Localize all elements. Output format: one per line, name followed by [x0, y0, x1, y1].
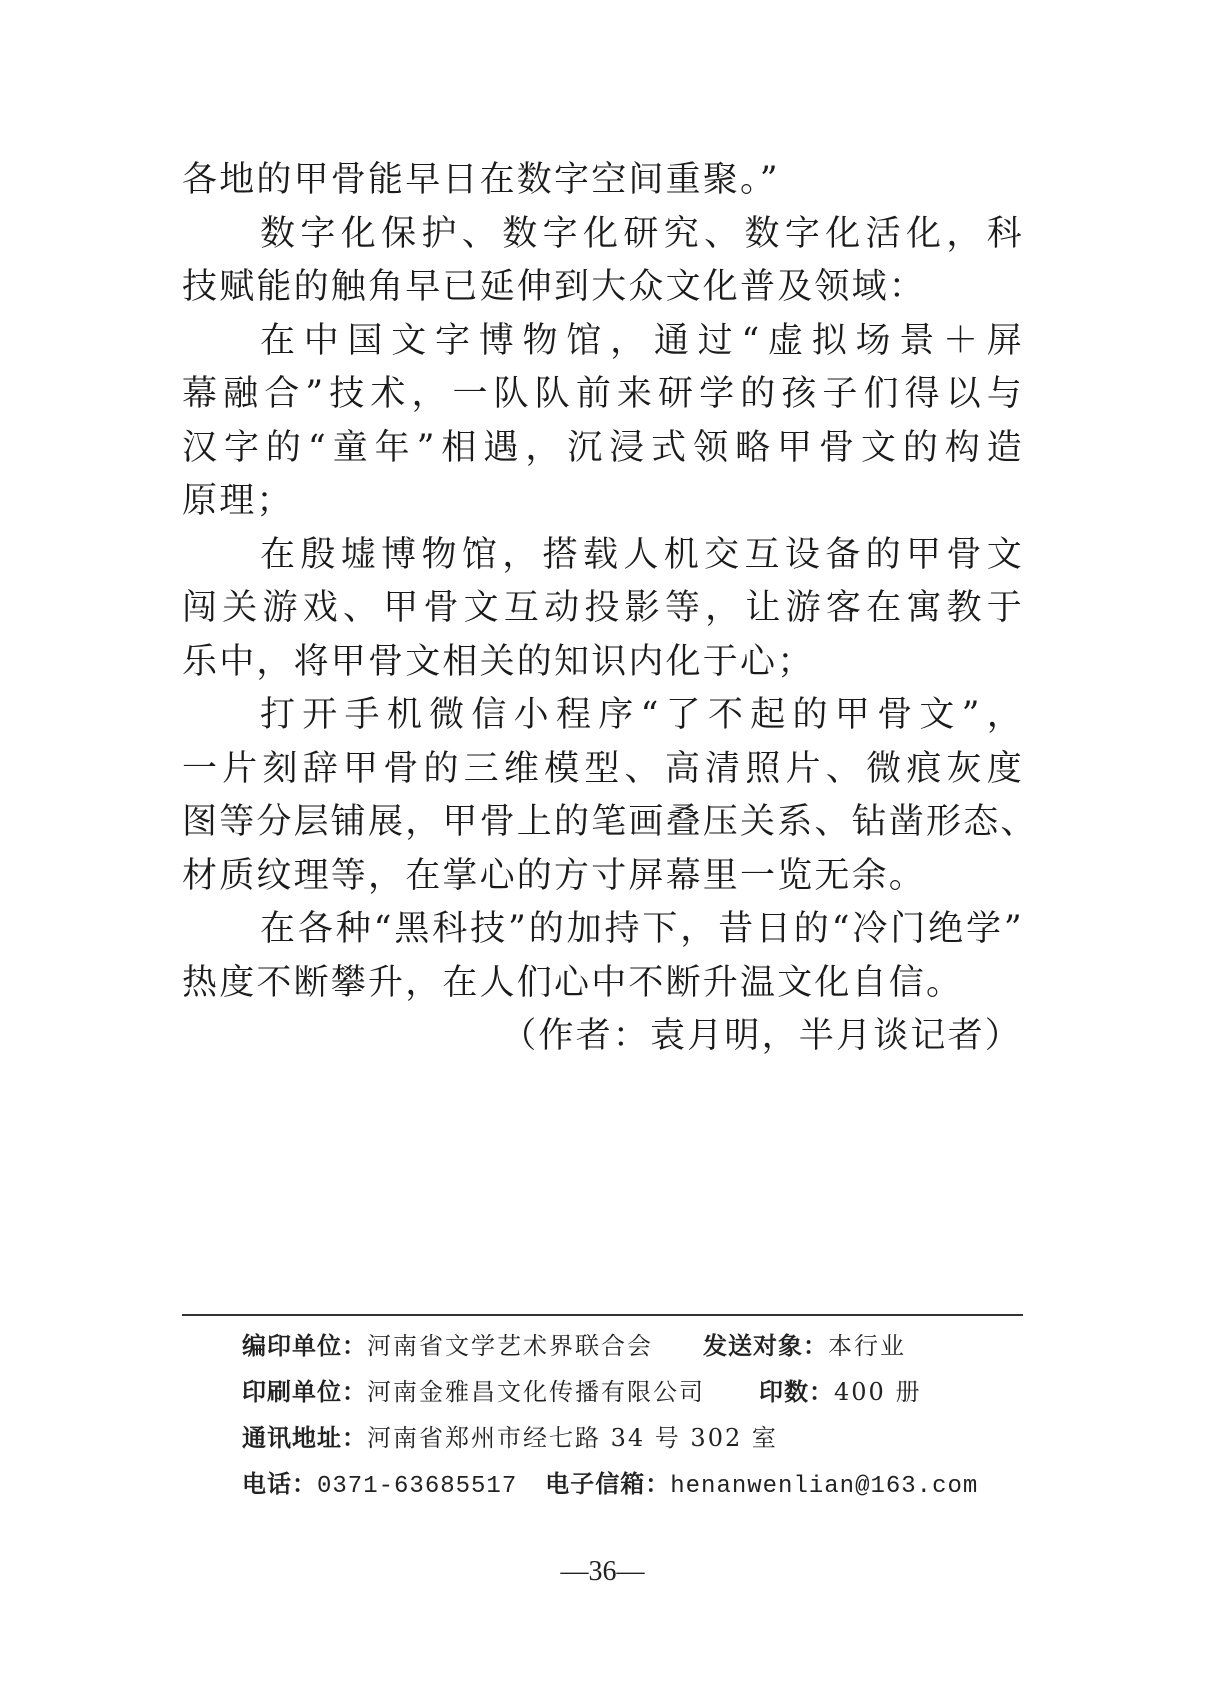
- phone-value: 0371-63685517: [317, 1473, 518, 1500]
- footer-divider: [182, 1314, 1023, 1316]
- paragraph-line: 材质纹理等，在掌心的方寸屏幕里一览无余。: [182, 855, 927, 896]
- address-value: 河南省郑州市经七路 34 号 302 室: [367, 1424, 778, 1452]
- recipient-label: 发送对象：: [703, 1332, 828, 1360]
- editor-value: 河南省文学艺术界联合会: [367, 1332, 653, 1360]
- email-value[interactable]: henanwenlian@163.com: [670, 1473, 979, 1500]
- colophon-row-address: [242, 1415, 1032, 1461]
- paragraph-line: 热度不断攀升，在人们心中不断升温文化自信。: [182, 962, 964, 1003]
- article-body: [182, 154, 1038, 1064]
- colophon-row-contact: [242, 1461, 1032, 1507]
- colophon-row-printer: [242, 1369, 1032, 1415]
- page-number: —36—: [560, 1556, 645, 1587]
- printer-value: 河南金雅昌文化传播有限公司: [367, 1378, 705, 1406]
- paragraph-line: 幕融合”技术，一队队前来研学的孩子们得以与: [182, 374, 1024, 414]
- phone-label: 电话：: [242, 1470, 317, 1498]
- printer-label: 印刷单位：: [242, 1378, 367, 1406]
- paragraph-line: 一片刻辞甲骨的三维模型、高清照片、微痕灰度: [182, 748, 1024, 789]
- paragraph-line: 在殷墟博物馆，搭载人机交互设备的甲骨文: [260, 534, 1024, 575]
- copies-value: 400 册: [834, 1378, 922, 1406]
- paragraph-line: 图等分层铺展，甲骨上的笔画叠压关系、钻凿形态、: [182, 802, 1038, 842]
- recipient-value: 本行业: [828, 1332, 906, 1360]
- paragraph-line: 各地的甲骨能早日在数字空间重聚。”: [182, 160, 780, 200]
- paragraph-line: 汉字的“童年”相遇，沉浸式领略甲骨文的构造: [182, 427, 1024, 468]
- author-byline: （作者：袁月明，半月谈记者）: [501, 1016, 1022, 1056]
- colophon: [242, 1323, 1032, 1507]
- paragraph-line: 在各种“黑科技”的加持下，昔日的“冷门绝学”: [260, 909, 1024, 949]
- paragraph-line: 技赋能的触角早已延伸到大众文化普及领域：: [182, 267, 927, 307]
- paragraph-line: 数字化保护、数字化研究、数字化活化，科: [260, 213, 1024, 254]
- address-label: 通讯地址：: [242, 1424, 367, 1452]
- paragraph-line: 打开手机微信小程序“了不起的甲骨文”，: [260, 695, 1024, 735]
- copies-label: 印数：: [759, 1378, 834, 1406]
- colophon-row-editor: [242, 1323, 1032, 1369]
- editor-label: 编印单位：: [242, 1332, 367, 1360]
- paragraph-line: 原理；: [182, 481, 294, 521]
- paragraph-line: 乐中，将甲骨文相关的知识内化于心；: [182, 641, 815, 682]
- paragraph-line: 闯关游戏、甲骨文互动投影等，让游客在寓教于: [182, 588, 1024, 628]
- email-label: 电子信箱：: [545, 1470, 671, 1498]
- paragraph-line: 在中国文字博物馆，通过“虚拟场景＋屏: [260, 320, 1024, 361]
